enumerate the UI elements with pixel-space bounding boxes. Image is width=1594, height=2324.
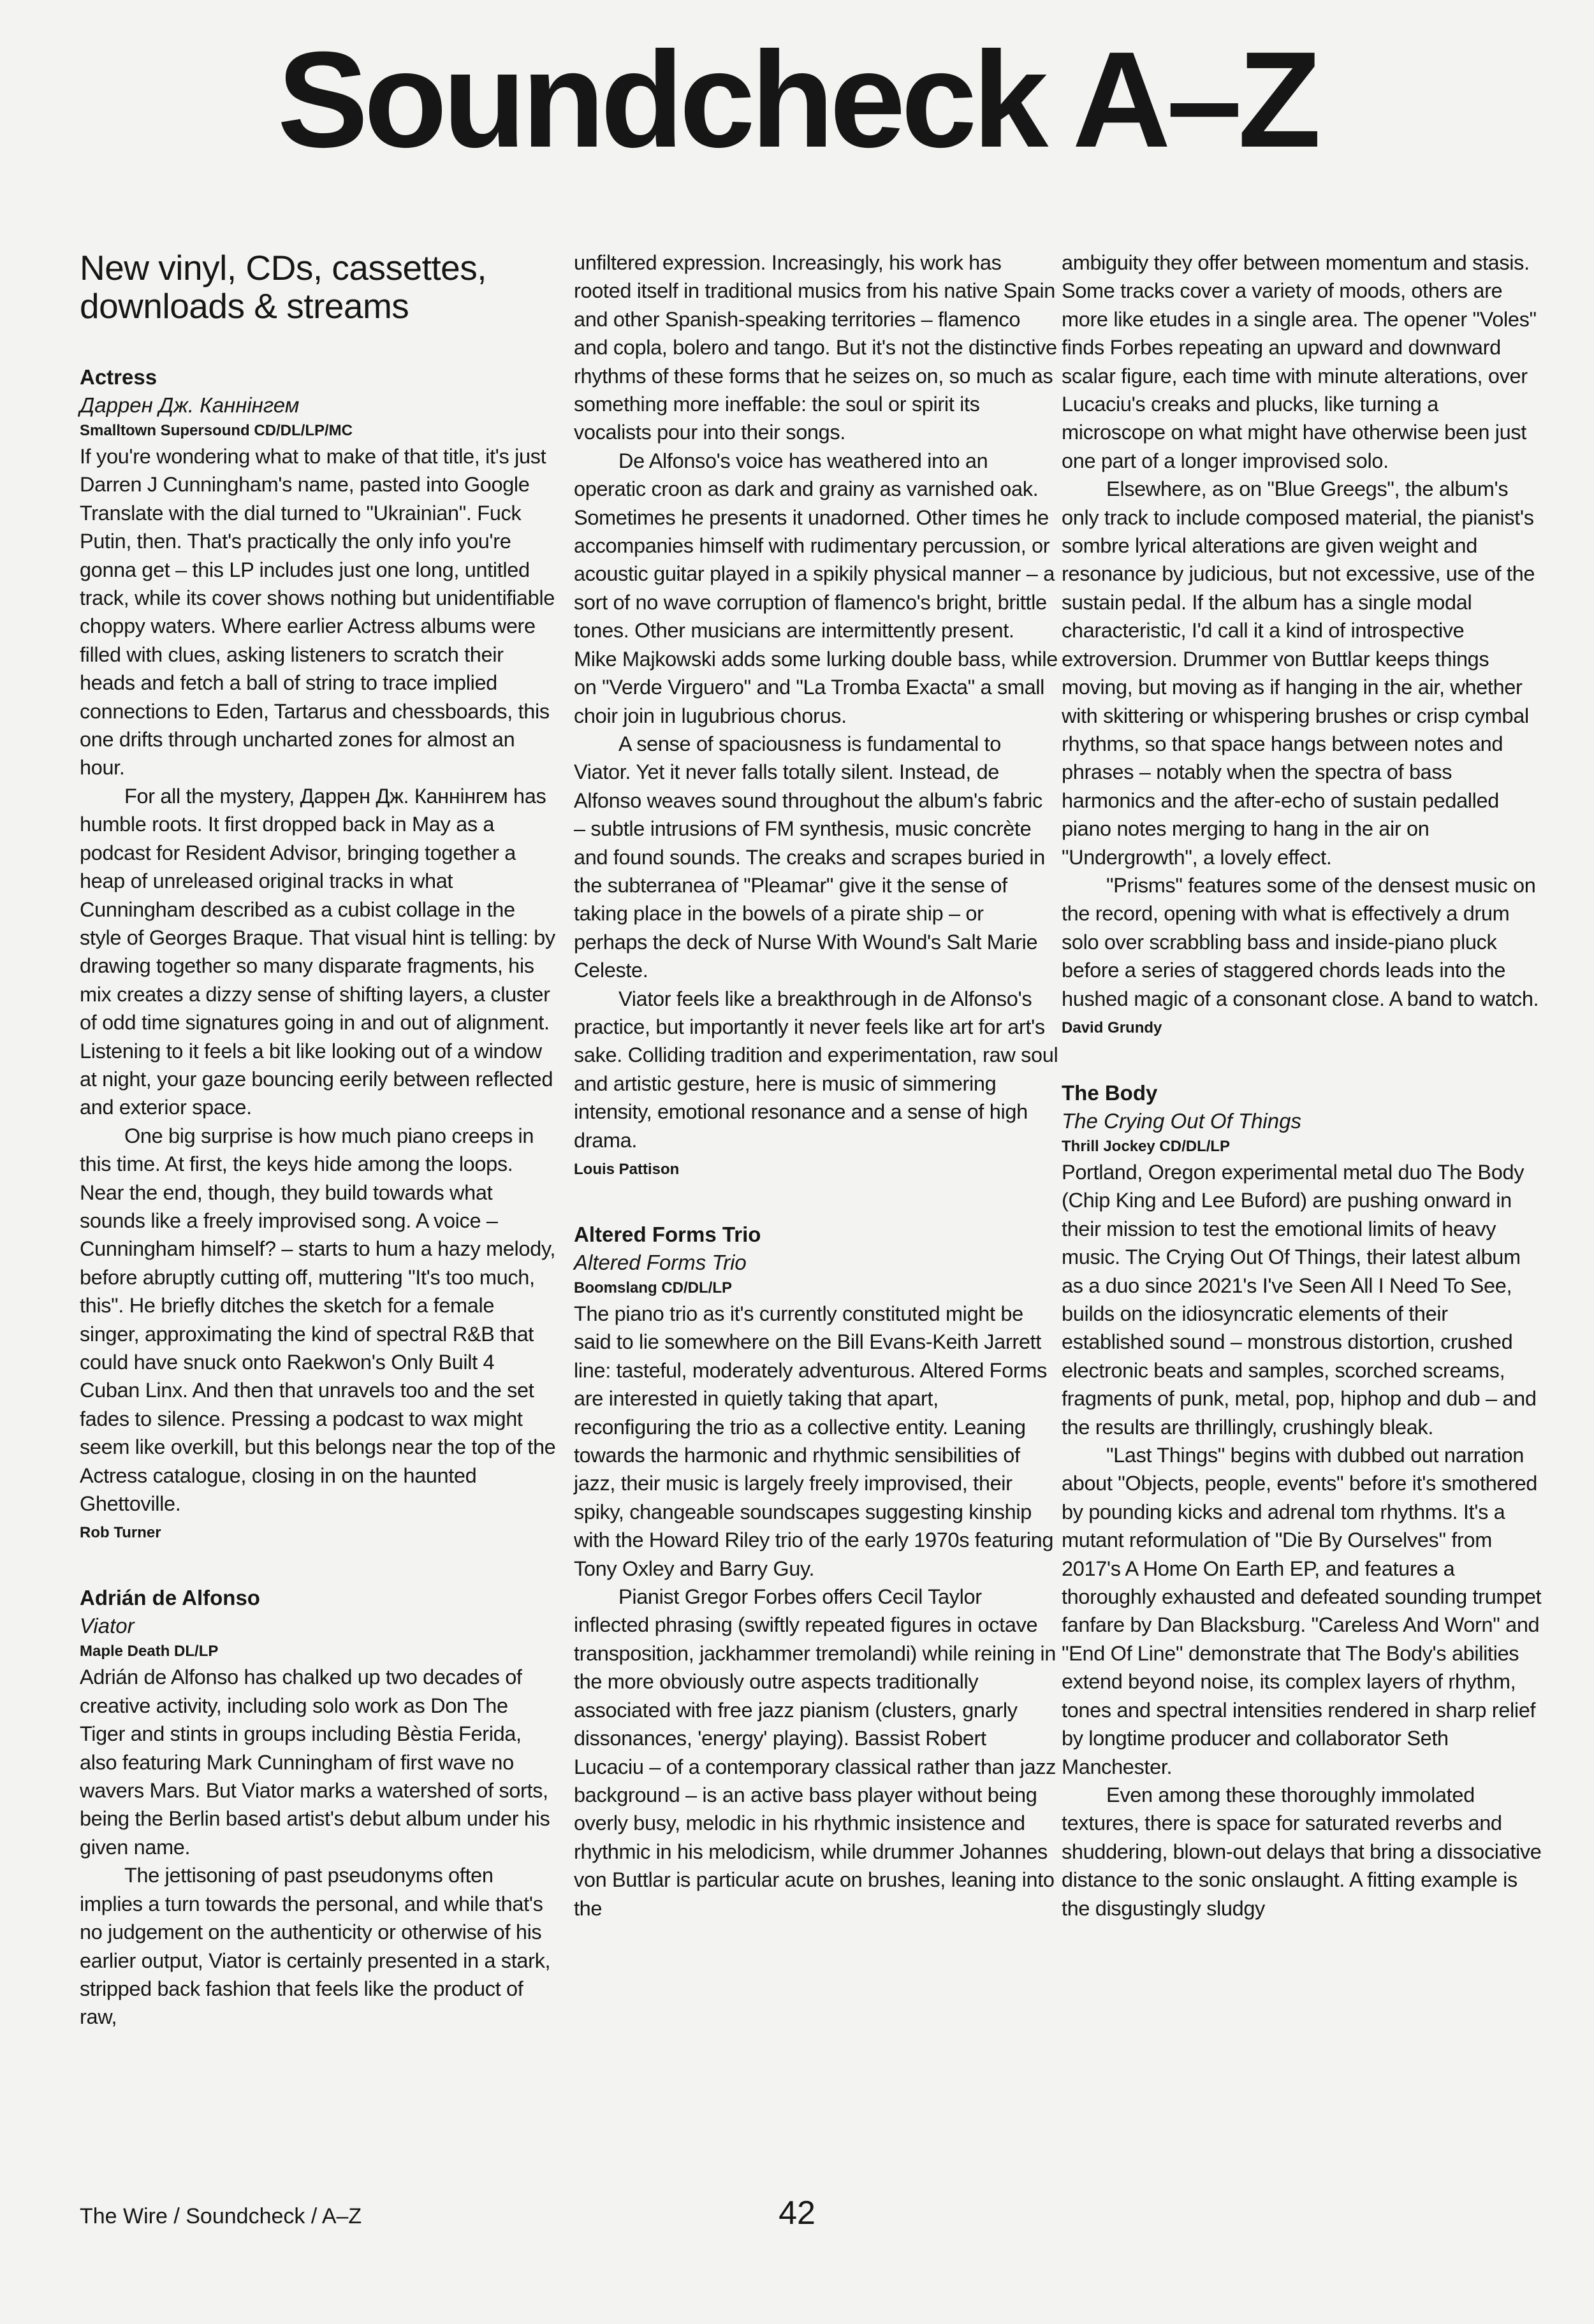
review-the-body <box>1062 1079 1546 1922</box>
column-1 <box>80 249 558 2070</box>
review-paragraph: "Prisms" features some of the densest music on the record, opening with what is effectively a drum solo over scrabbling bass and inside-piano pluck before a series of staggered chords leads into the hushed magic of a consonant close. A band to watch. <box>1062 873 1539 1010</box>
review-paragraph: Even among these thoroughly immolated textures, there is space for saturated reverbs and shuddering, blown-out delays that bring a dissociative distance to the sonic onslaught. A fitting example is the disgustingly sludgy <box>1062 1783 1542 1920</box>
review-paragraph: Pianist Gregor Forbes offers Cecil Taylor inflected phrasing (swiftly repeated figures in octave transposition, jackhammer tremolandi) while reining in the more obviously outre aspects traditionally associated with free jazz pianism (clusters, gnarly dissonances, 'energy' playing). Bassist Robert Lucaciu – of a contemporary classical rather than jazz background – is an active bass player without being overly busy, melodic in his rhythmic insistence and rhythmic in his melodicism, while drummer Johannes von Buttlar is particular acute on brushes, leaning into the <box>574 1585 1057 1920</box>
column-2 <box>574 249 1058 1961</box>
review-artist: Altered Forms Trio <box>574 1223 761 1246</box>
page-title: Soundcheck A–Z <box>277 24 1317 176</box>
review-paragraph: De Alfonso's voice has weathered into an operatic croon as dark and grainy as varnished oak. Sometimes he presents it unadorned. Other times he accompanies himself with rudimentary percussion, or acoustic guitar played in a spikily physical manner – a sort of no wave corruption of flamenco's bright, brittle tones. Other musicians are intermittently present. Mike Majkowski adds some lurking double bass, while on "Verde Virguero" and "La Tromba Exacta" a small choir join in lugubrious chorus. <box>574 449 1058 727</box>
review-label: Maple Death DL/LP <box>80 1643 219 1660</box>
review-paragraph: If you're wondering what to make of that title, it's just Darren J Cunningham's name, pasted into Google Translate with the dial turned to "Ukrainian". Fuck Putin, then. That's practically the only info you're gonna get – this LP includes just one long, untitled track, while its cover shows nothing but unidentifiable choppy waters. Where earlier Actress albums were filled with clues, asking listeners to scratch their heads and fetch a ball of string to trace implied connections to Eden, Tartarus and chessboards, this one drifts through uncharted zones for almost an hour. <box>80 445 555 780</box>
section-heading: New vinyl, CDs, cassettes, downloads & streams <box>80 248 487 326</box>
review-album: Altered Forms Trio <box>574 1251 747 1274</box>
review-label: Boomslang CD/DL/LP <box>574 1279 733 1296</box>
review-reviewer: David Grundy <box>1062 1019 1162 1036</box>
review-altered-forms-trio-continued <box>1062 249 1546 1041</box>
review-reviewer: Rob Turner <box>80 1524 161 1542</box>
review-label: Thrill Jockey CD/DL/LP <box>1062 1137 1231 1155</box>
review-paragraph: The piano trio as it's currently constituted might be said to lie somewhere on the Bill Evans-Keith Jarrett line: tasteful, moderately adventurous. Altered Forms are interested in quietly taking that apart, reconfiguring the trio as a collective entity. Leaning towards the harmonic and rhythmic sensibilities of jazz, their music is largely freely improvised, their spiky, changeable soundscapes suggesting kinship with the Howard Riley trio of the early 1970s featuring Tony Oxley and Barry Guy. <box>574 1302 1054 1580</box>
review-artist: Actress <box>80 365 157 389</box>
review-paragraph: A sense of spaciousness is fundamental to Viator. Yet it never falls totally silent. Instead, de Alfonso weaves sound throughout the album's fabric – subtle intrusions of FM synthesis, music concrète and found sounds. The creaks and scrapes buried in the subterranea of "Pleamar" give it the sense of taking place in the bowels of a pirate ship – or perhaps the deck of Nurse With Wound's Salt Marie Celeste. <box>574 732 1045 982</box>
review-album: Даррен Дж. Каннінгем <box>80 393 300 417</box>
review-altered-forms-trio <box>574 1221 1058 1922</box>
column-3 <box>1062 249 1546 1961</box>
review-paragraph: "Last Things" begins with dubbed out narration about "Objects, people, events" before it's smothered by pounding kicks and adrenal tom rhythms. It's a mutant reformulation of "Die By Ourselves" from 2017's A Home On Earth EP, and features a thoroughly exhausted and defeated sounding trumpet fanfare by Dan Blacksburg. "Careless And Worn" and "End Of Line" demonstrate that The Body's abilities extend beyond noise, its complex layers of rhythm, tones and spectral intensities rendered in sharp relief by longtime producer and collaborator Seth Manchester. <box>1062 1444 1542 1778</box>
review-paragraph: The jettisoning of past pseudonyms often implies a turn towards the personal, and while that's no judgement on the authenticity or otherwise of his earlier output, Viator is certainly presented in a stark, stripped back fashion that feels like the product of raw, <box>80 1864 551 2029</box>
review-paragraph: ambiguity they offer between momentum and stasis. Some tracks cover a variety of moods, others are more like etudes in a single area. The opener "Voles" finds Forbes repeating an upward and downward scalar figure, each time with minute alterations, over Lucaciu's creaks and plucks, like turning a microscope on what might have otherwise been just one part of a longer improvised solo. <box>1062 251 1537 472</box>
review-album: The Crying Out Of Things <box>1062 1108 1301 1133</box>
review-adrian-de-alfonso <box>80 1584 558 2031</box>
review-paragraph: Elsewhere, as on "Blue Greegs", the album's only track to include composed material, the pianist's sombre lyrical alterations are given weight and resonance by judicious, but not excessive, use of the sustain pedal. If the album has a single modal characteristic, I'd call it a kind of introspective extroversion. Drummer von Buttlar keeps things moving, but moving as if hanging in the air, whether with skittering or whispering brushes or crisp cymbal rhythms, so that space hangs between notes and phrases – notably when the spectra of bass harmonics and the after-echo of sustain pedalled piano notes merging to hang in the air on "Undergrowth", a lovely effect. <box>1062 477 1535 869</box>
review-paragraph: Portland, Oregon experimental metal duo The Body (Chip King and Lee Buford) are pushing onward in their mission to test the emotional limits of heavy music. The Crying Out Of Things, their latest album as a duo since 2021's I've Seen All I Need To See, builds on the idiosyncratic elements of their established sound – monstrous distortion, crushed electronic beats and samples, scorched screams, fragments of punk, metal, pop, hiphop and dub – and the results are thrillingly, crushingly bleak. <box>1062 1160 1537 1439</box>
review-reviewer: Louis Pattison <box>574 1161 680 1178</box>
review-paragraph: Adrián de Alfonso has chalked up two decades of creative activity, including solo work as Don The Tiger and stints in groups including Bèstia Ferida, also featuring Mark Cunningham of first wave no wavers Mars. But Viator marks a watershed of sorts, being the Berlin based artist's debut album under his given name. <box>80 1666 550 1859</box>
review-label: Smalltown Supersound CD/DL/LP/MC <box>80 422 353 439</box>
review-paragraph: Viator feels like a breakthrough in de Alfonso's practice, but importantly it never feels like art for art's sake. Colliding tradition and experimentation, raw soul and artistic gesture, here is music of simmering intensity, emotional resonance and a sense of high drama. <box>574 987 1058 1152</box>
review-paragraph: unfiltered expression. Increasingly, his work has rooted itself in traditional musics from his native Spain and other Spanish-speaking territories – flamenco and copla, bolero and tango. But it's not the distinctive rhythms of these forms that he seizes on, so much as something more ineffable: the soul or spirit its vocalists pour into their songs. <box>574 251 1057 444</box>
review-album: Viator <box>80 1614 135 1638</box>
review-artist: The Body <box>1062 1080 1158 1105</box>
review-actress <box>80 363 558 1546</box>
review-adrian-de-alfonso-continued <box>574 249 1058 1182</box>
review-artist: Adrián de Alfonso <box>80 1586 260 1610</box>
footer-section-label: The Wire / Soundcheck / A–Z <box>80 2204 362 2228</box>
review-paragraph: One big surprise is how much piano creeps in this time. At first, the keys hide among the loops. Near the end, though, they build towards what sounds like a freely improvised song. A voice – Cunningham himself? – starts to hum a hazy melody, before abruptly cutting off, muttering "It's too much, this". He briefly ditches the sketch for a female singer, approximating the kind of spectral R&B that could have snuck onto Raekwon's Only Built 4 Cuban Linx. And then that unravels too and the set fades to silence. Pressing a podcast to wax might seem like overkill, but this belongs near the top of the Actress catalogue, closing in on the haunted Ghettoville. <box>80 1124 556 1516</box>
page-number: 42 <box>779 2195 815 2232</box>
review-paragraph: For all the mystery, Даррен Дж. Каннінгем has humble roots. It first dropped back in May as a podcast for Resident Advisor, bringing together a heap of unreleased original tracks in what Cunningham described as a cubist collage in the style of Georges Braque. That visual hint is telling: by drawing together so many disparate fragments, his mix creates a dizzy sense of shifting layers, a cluster of odd time signatures going in and out of alignment. Listening to it feels a bit like looking out of a window at night, your gaze bouncing eerily between reflected and exterior space. <box>80 784 555 1119</box>
